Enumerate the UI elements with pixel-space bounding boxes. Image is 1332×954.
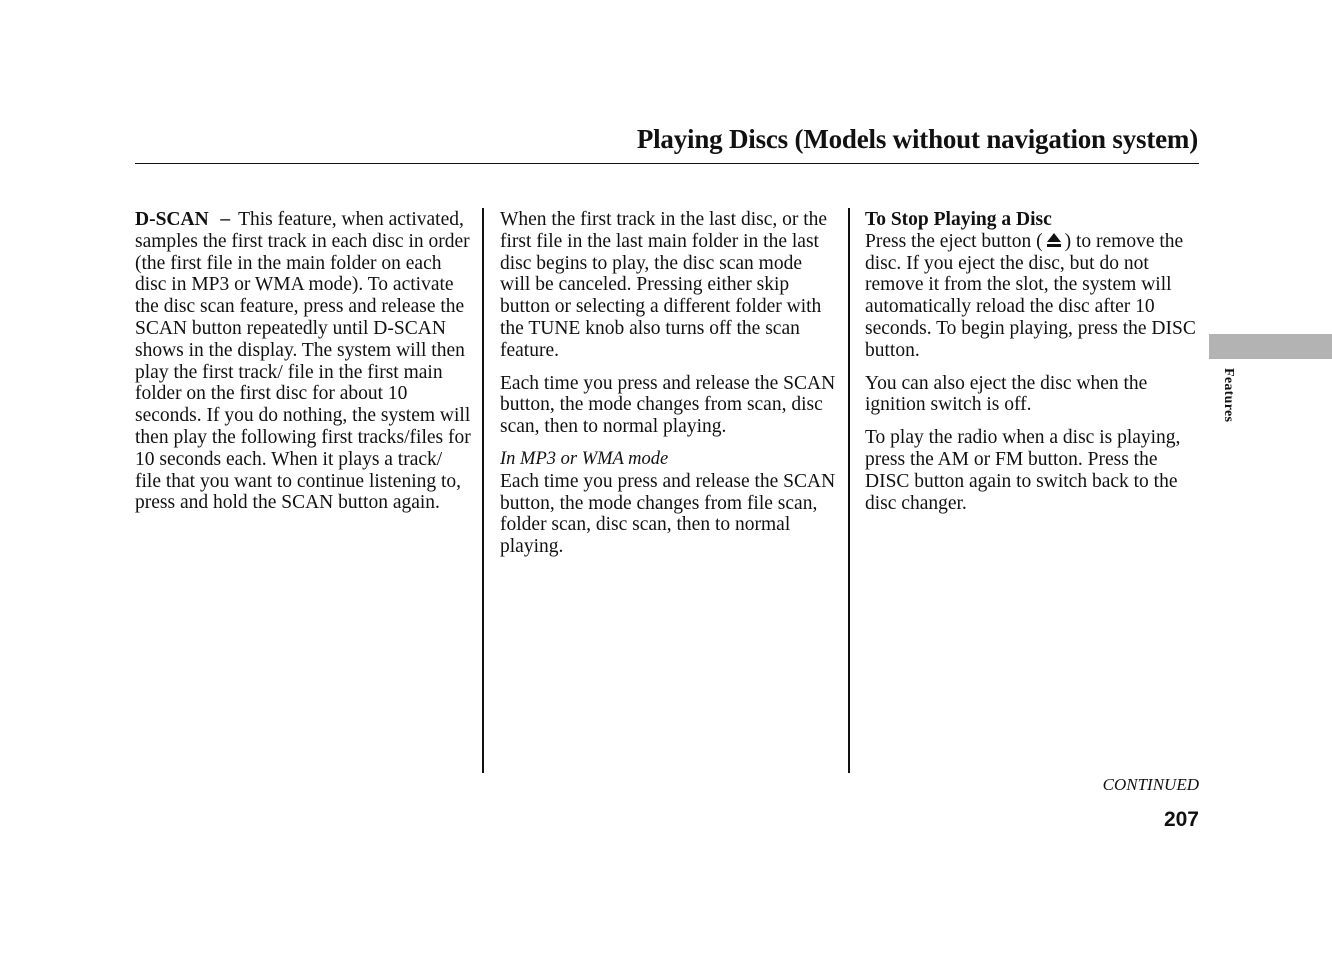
- scan-cancel-paragraph: When the first track in the last disc, or the first file in the last main folder in the last disc begins to play, the disc scan mode will be canceled. Pressing either skip button or selecting a different folder with the TUNE knob also turns off the scan feature.: [500, 209, 828, 361]
- column-scan-modes: [500, 209, 836, 569]
- ignition-paragraph: You can also eject the disc when the ignition switch is off.: [865, 372, 1148, 416]
- eject-icon: [1045, 232, 1063, 248]
- eject-text-after: ) to remove the disc. If you eject the disc, but do not remove it from the slot, the system will automatically reload the disc after 10 seconds. To begin playing, press the DISC button.: [865, 230, 1196, 361]
- radio-paragraph: To play the radio when a disc is playing, press the AM or FM button. Press the DISC button again to switch back to the disc changer.: [865, 427, 1181, 514]
- mp3-mode-paragraph: [500, 449, 836, 558]
- term-dash: −: [218, 210, 233, 229]
- page-number: 207: [1163, 808, 1199, 831]
- title-divider: [135, 163, 1199, 164]
- mp3-mode-heading: In MP3 or WMA mode: [500, 448, 669, 469]
- section-tab: [1209, 334, 1332, 359]
- column-dscan: [135, 209, 471, 525]
- scan-mode-paragraph: Each time you press and release the SCAN button, the mode changes from scan, disc scan, then to normal playing.: [500, 372, 836, 438]
- column-divider-2: [848, 208, 850, 773]
- dscan-paragraph: [135, 209, 471, 514]
- column-stop-playing: [865, 209, 1201, 525]
- dscan-term: D-SCAN: [135, 209, 209, 230]
- page-title: Playing Discs (Models without navigation system): [636, 124, 1198, 154]
- continued-label: CONTINUED: [1102, 775, 1199, 794]
- column-divider-1: [482, 208, 484, 773]
- mp3-mode-body: Each time you press and release the SCAN button, the mode changes from file scan, folder scan, disc scan, then to normal playing.: [500, 470, 836, 558]
- stop-playing-paragraph: [865, 209, 1201, 362]
- stop-playing-heading: To Stop Playing a Disc: [865, 209, 1052, 230]
- dscan-body: This feature, when activated, samples the first track in each disc in order (the first file in the main folder on each disc in MP3 or WMA mode). To activate the disc scan feature, press and release the SCAN button repeatedly until D-SCAN shows in the display. The system will then play the first track/ file in the first main folder on the first disc for about 10 seconds. If you do nothing, the system will then play the following first tracks/files for 10 seconds each. When it plays a track/ file that you want to continue listening to, press and hold the SCAN button again.: [135, 209, 471, 514]
- eject-text-before: Press the eject button (: [865, 230, 1043, 252]
- section-label: Features: [1221, 368, 1236, 423]
